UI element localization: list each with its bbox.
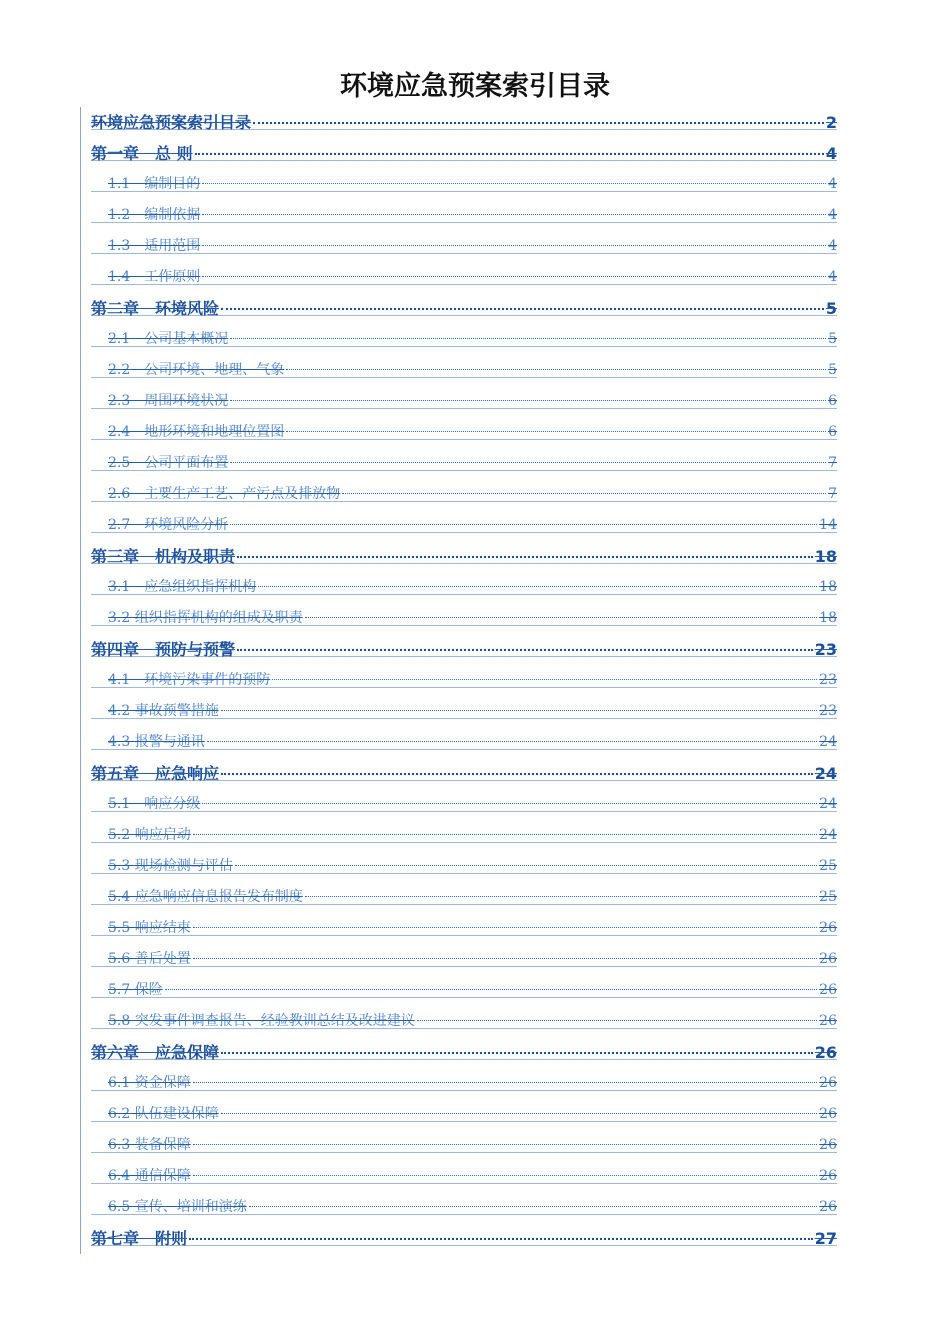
toc-chapter-entry[interactable] [81,1223,837,1254]
toc-dot-leader [417,1020,817,1021]
toc-section-entry[interactable] [81,1068,837,1099]
toc-entry-label: 第五章 应急响应 [91,764,220,783]
toc-page-number: 4 [828,269,837,285]
toc-section-entry[interactable] [81,572,837,603]
toc-entry-label: 5.1 响应分级 [108,796,201,812]
toc-page-number: 14 [819,517,837,533]
toc-dot-leader [221,773,813,775]
toc-section-entry[interactable] [81,324,837,355]
toc-entry-label: 5.5 响应结束 [108,920,191,936]
toc-dot-leader [202,276,826,277]
toc-section-entry[interactable] [81,944,837,975]
toc-entry-label: 3.1 应急组织指挥机构 [108,579,257,595]
toc-page-number: 26 [819,1199,837,1215]
toc-page-number: 7 [828,455,837,471]
toc-dot-leader [272,679,817,680]
toc-entry-label: 5.6 善后处置 [108,951,191,967]
toc-page-number: 5 [825,299,837,318]
toc-page-number: 6 [828,393,837,409]
toc-dot-leader [230,400,826,401]
toc-entry-label: 第一章 总 则 [91,144,193,163]
toc-page-number: 4 [828,207,837,223]
toc-page-number: 26 [819,920,837,936]
toc-chapter-entry[interactable] [81,541,837,572]
toc-page-number: 7 [828,486,837,502]
toc-chapter-entry[interactable] [81,1037,837,1068]
toc-page-number: 25 [819,889,837,905]
toc-dot-leader [202,245,826,246]
toc-dot-leader [195,153,824,155]
toc-entry-label: 2.6 主要生产工艺、产污点及排放物 [108,486,341,502]
toc-dot-leader [230,338,826,339]
toc-chapter-entry[interactable] [81,758,837,789]
toc-page-number: 4 [828,176,837,192]
toc-entry-label: 4.1 环境污染事件的预防 [108,672,271,688]
toc-page-number: 23 [814,640,837,659]
toc-dot-leader [202,803,817,804]
toc-entry-label: 5.8 突发事件调查报告、经验教训总结及改进建议 [108,1013,415,1029]
toc-chapter-entry[interactable] [81,634,837,665]
toc-entry-label: 6.1 资金保障 [108,1075,191,1091]
toc-section-entry[interactable] [81,727,837,758]
toc-page-number: 24 [819,796,837,812]
toc-section-entry[interactable] [81,510,837,541]
toc-section-entry[interactable] [81,603,837,634]
toc-section-entry[interactable] [81,169,837,200]
toc-chapter-entry[interactable] [81,293,837,324]
toc-page-number: 26 [814,1043,837,1062]
toc-section-entry[interactable] [81,200,837,231]
toc-dot-leader [221,1113,817,1114]
toc-section-entry[interactable] [81,696,837,727]
toc-entry-label: 1.4 工作原则 [108,269,201,285]
toc-dot-leader [221,1052,813,1054]
toc-page-number: 27 [814,1229,837,1248]
toc-entry-label: 4.2 事故预警措施 [108,703,219,719]
toc-entry-label: 6.2 队伍建设保障 [108,1106,219,1122]
toc-entry-label: 3.2 组织指挥机构的组成及职责 [108,610,303,626]
toc-dot-leader [202,214,826,215]
toc-entry-label: 第六章 应急保障 [91,1043,220,1062]
toc-dot-leader [165,989,817,990]
toc-entry-label: 6.5 宣传、培训和演练 [108,1199,247,1215]
toc-dot-leader [189,1238,813,1240]
toc-section-entry[interactable] [81,1130,837,1161]
toc-section-entry[interactable] [81,851,837,882]
toc-dot-leader [305,617,817,618]
toc-section-entry[interactable] [81,386,837,417]
toc-dot-leader [237,556,813,558]
toc-section-entry[interactable] [81,1099,837,1130]
toc-dot-leader [207,741,817,742]
toc-section-entry[interactable] [81,355,837,386]
toc-page-number: 23 [819,703,837,719]
toc-dot-leader [286,431,826,432]
toc-page-number: 18 [814,547,837,566]
toc-section-entry[interactable] [81,1192,837,1223]
toc-entry-label: 2.2 公司环境、地理、气象 [108,362,285,378]
toc-entry-label: 环境应急预案索引目录 [91,113,252,132]
toc-dot-leader [202,183,826,184]
toc-entry-label: 1.1 编制目的 [108,176,201,192]
toc-section-entry[interactable] [81,665,837,696]
toc-section-entry[interactable] [81,262,837,293]
toc-entry-label: 2.4 地形环境和地理位置图 [108,424,285,440]
toc-section-entry[interactable] [81,231,837,262]
toc-entry-label: 5.4 应急响应信息报告发布制度 [108,889,303,905]
toc-page-number: 4 [825,144,837,163]
toc-dot-leader [230,524,817,525]
toc-section-entry[interactable] [81,913,837,944]
toc-page-number: 4 [828,238,837,254]
toc-entry-label: 6.4 通信保障 [108,1168,191,1184]
toc-dot-leader [342,493,826,494]
toc-entry-label: 2.7 环境风险分析 [108,517,229,533]
toc-section-entry[interactable] [81,479,837,510]
toc-page-number: 26 [819,1013,837,1029]
toc-dot-leader [235,865,817,866]
toc-dot-leader [193,834,817,835]
toc-entry-label: 第三章 机构及职责 [91,547,236,566]
toc-page-number: 23 [819,672,837,688]
toc-entry-label: 4.3 报警与通讯 [108,734,205,750]
toc-dot-leader [193,958,817,959]
toc-page-number: 26 [819,1168,837,1184]
toc-page-number: 26 [819,951,837,967]
toc-section-entry[interactable] [81,882,837,913]
toc-page-number: 18 [819,579,837,595]
toc-entry-label: 第二章 环境风险 [91,299,220,318]
toc-section-entry[interactable] [81,417,837,448]
toc-dot-leader [305,896,817,897]
toc-page-number: 24 [819,734,837,750]
toc-entry-label: 1.2 编制依据 [108,207,201,223]
toc-entry-label: 1.3 适用范围 [108,238,201,254]
toc-entry-label: 6.3 装备保障 [108,1137,191,1153]
toc-dot-leader [221,308,824,310]
toc-page-number: 26 [819,1137,837,1153]
toc-section-entry[interactable] [81,820,837,851]
toc-dot-leader [249,1206,817,1207]
toc-page-number: 5 [828,362,837,378]
toc-dot-leader [237,649,813,651]
toc-page-number: 5 [828,331,837,347]
toc-dot-leader [286,369,826,370]
toc-dot-leader [193,927,817,928]
toc-entry-label: 第七章 附则 [91,1229,188,1248]
toc-dot-leader [193,1144,817,1145]
toc-entry-label: 5.3 现场检测与评估 [108,858,233,874]
toc-section-entry[interactable] [81,789,837,820]
toc-page-number: 24 [814,764,837,783]
toc-page-number: 18 [819,610,837,626]
toc-dot-leader [193,1082,817,1083]
toc-page-number: 26 [819,1106,837,1122]
toc-chapter-entry[interactable] [81,107,837,138]
toc-dot-leader [221,710,817,711]
toc-entry-label: 第四章 预防与预警 [91,640,236,659]
toc-entry-label: 2.3 周围环境状况 [108,393,229,409]
toc-dot-leader [253,122,824,124]
page-title: 环境应急预案索引目录 [340,71,610,102]
toc-page-number: 2 [825,113,837,132]
toc-page-number: 6 [828,424,837,440]
toc-page-number: 26 [819,982,837,998]
toc-section-entry[interactable] [81,1006,837,1037]
toc-entry-label: 5.2 响应启动 [108,827,191,843]
toc-entry-label: 2.5 公司平面布置 [108,455,229,471]
toc-chapter-entry[interactable] [81,138,837,169]
table-of-contents [80,107,837,1254]
toc-dot-leader [230,462,826,463]
toc-page-number: 24 [819,827,837,843]
toc-dot-leader [258,586,817,587]
toc-entry-label: 5.7 保险 [108,982,163,998]
toc-page-number: 25 [819,858,837,874]
toc-dot-leader [193,1175,817,1176]
toc-section-entry[interactable] [81,975,837,1006]
toc-entry-label: 2.1 公司基本概况 [108,331,229,347]
toc-section-entry[interactable] [81,1161,837,1192]
toc-page-number: 26 [819,1075,837,1091]
toc-section-entry[interactable] [81,448,837,479]
